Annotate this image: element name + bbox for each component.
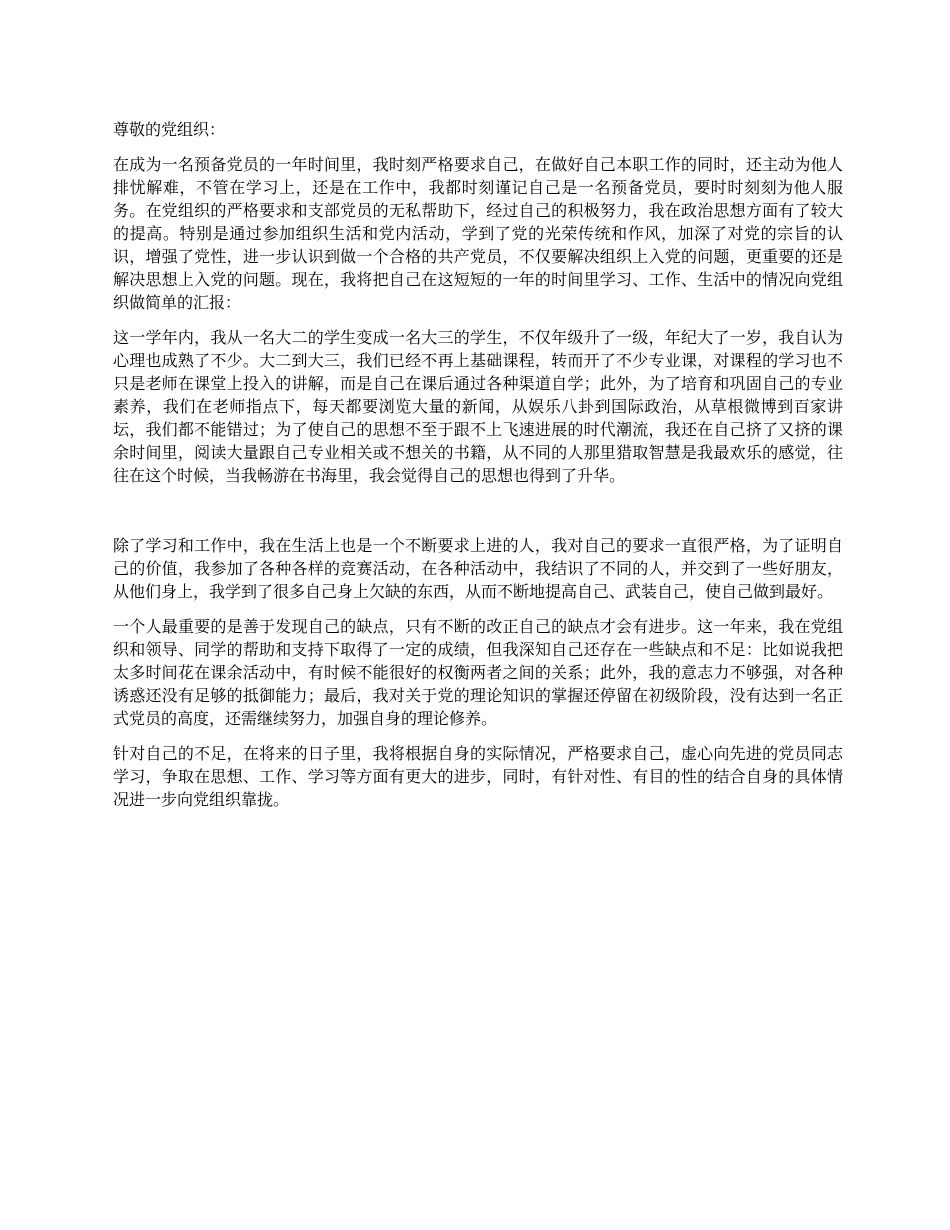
paragraph-plan: 针对自己的不足，在将来的日子里，我将根据自身的实际情况，严格要求自己，虚心向先进的党员同志学习，争取在思想、工作、学习等方面有更大的进步，同时，有针对性、有目的性的结合自身的具体情况进一步向党组织靠拢。 [113,744,843,809]
paragraph-gap [113,499,843,534]
paragraph-intro: 在成为一名预备党员的一年时间里，我时刻严格要求自己，在做好自己本职工作的同时，还主动为他人排忧解难，不管在学习上，还是在工作中，我都时刻谨记自己是一名预备党员，要时时刻刻为他人服务。在党组织的严格要求和支部党员的无私帮助下，经过自己的积极努力，我在政治思想方面有了较大的提高。特别是通过参加组织生活和党内活动，学到了党的光荣传统和作风，加深了对党的宗旨的认识，增强了党性，进一步认识到做一个合格的共产党员，不仅要解决组织上入党的问题，更重要的还是解决思想上入党的问题。现在，我将把自己在这短短的一年的时间里学习、工作、生活中的情况向党组织做简单的汇报： [113,155,843,312]
paragraph-life: 除了学习和工作中，我在生活上也是一个不断要求上进的人，我对自己的要求一直很严格，为了证明自己的价值，我参加了各种各样的竞赛活动，在各种活动中，我结识了不同的人，并交到了一些好朋友，从他们身上，我学到了很多自己身上欠缺的东西，从而不断地提高自己、武装自己，使自己做到最好。 [113,536,843,601]
salutation: 尊敬的党组织： [113,120,226,139]
paragraph-study: 这一学年内，我从一名大二的学生变成一名大三的学生，不仅年级升了一级，年纪大了一岁，我自认为心理也成熟了不少。大二到大三，我们已经不再上基础课程，转而开了不少专业课，对课程的学习也不只是老师在课堂上投入的讲解，而是自己在课后通过各种渠道自学；此外，为了培育和巩固自己的专业素养，我们在老师指点下，每天都要浏览大量的新闻，从娱乐八卦到国际政治，从草根微博到百家讲坛，我们都不能错过；为了使自己的思想不至于跟不上飞速进展的时代潮流，我还在自己挤了又挤的课余时间里，阅读大量跟自己专业相关或不想关的书籍，从不同的人那里猎取智慧是我最欢乐的感觉，往往在这个时候，当我畅游在书海里，我会觉得自己的思想也得到了升华。 [113,328,843,485]
paragraph-shortcomings: 一个人最重要的是善于发现自己的缺点，只有不断的改正自己的缺点才会有进步。这一年来，我在党组织和领导、同学的帮助和支持下取得了一定的成绩，但我深知自己还存在一些缺点和不足：比如说我把太多时间花在课余活动中，有时候不能很好的权衡两者之间的关系；此外，我的意志力不够强，对各种诱惑还没有足够的抵御能力；最后，我对关于党的理论知识的掌握还停留在初级阶段，没有达到一名正式党员的高度，还需继续努力，加强自身的理论修养。 [113,617,843,728]
document-body [113,118,843,823]
